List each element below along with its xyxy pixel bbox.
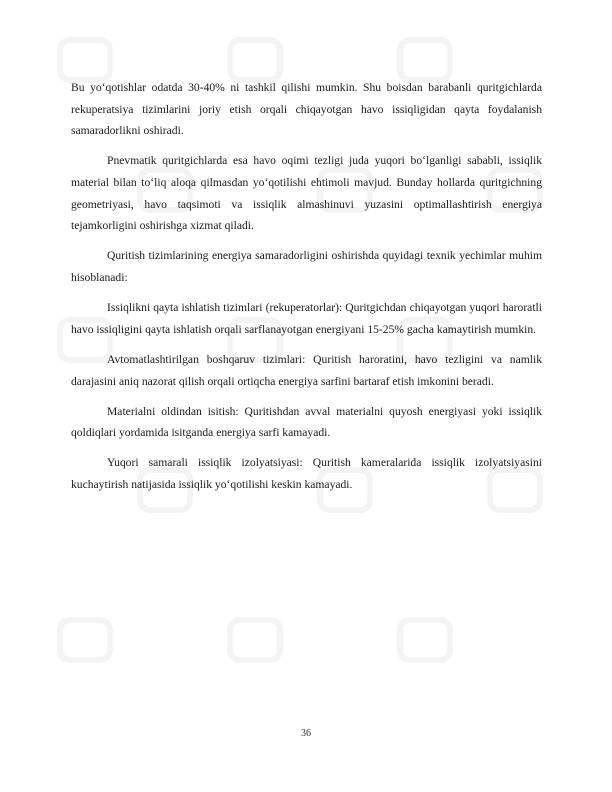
paragraph-automated-control: Avtomatlashtirilgan boshqaruv tizimlari: Quritish haroratini, havo tezligini va namlik darajasini aniq nazorat qilish orqali ortiqcha energiya sarfini bartaraf etish imkonini beradi. (71, 352, 542, 388)
paragraph-drying-losses: Bu yo‘qotishlar odatda 30-40% ni tashkil qilishi mumkin. Shu boisdan barabanli quritgichlarda rekuperatsiya tizimlarini joriy etish orqali chiqayotgan havo issiqligidan qayta foydalanish samaradorlikni oshiradi. (71, 81, 542, 138)
paragraph-technical-solutions-intro: Quritish tizimlarining energiya samaradorligini oshirishda quyidagi texnik yechimlar muhim hisoblanadi: (71, 249, 542, 284)
document-body (71, 77, 542, 496)
paragraph-pneumatic-dryers: Pnevmatik quritgichlarda esa havo oqimi tezligi juda yuqori bo‘lganligi sababli, issiqlik material bilan to‘liq aloqa qilmasdan yo‘qotilishi ehtimoli mavjud. Bunday hollarda quritgichning geometriyasi, havo taqsimoti va issiqlik almashinuvi yuzasini optimallashtirish energiya tejamkorligini oshirishga xizmat qiladi. (71, 154, 542, 233)
paragraph-insulation: Yuqori samarali issiqlik izolyatsiyasi: Quritish kameralarida issiqlik izolyatsiyasini kuchaytirish natijasida issiqlik yo‘qotilishi keskin kamayadi. (71, 456, 542, 492)
page-number: 36 (301, 728, 311, 739)
paragraph-preheating: Materialni oldindan isitish: Quritishdan avval materialni quyosh energiyasi yoki issiqlik qoldiqlari yordamida isitganda energiya sarfi kamayadi. (71, 404, 542, 440)
paragraph-heat-recovery: Issiqlikni qayta ishlatish tizimlari (rekuperatorlar): Quritgichdan chiqayotgan yuqori haroratli havo issiqligini qayta ishlatish orqali sarflanayotgan energiyani 15-25% gacha kamaytirish mumkin. (71, 301, 542, 336)
